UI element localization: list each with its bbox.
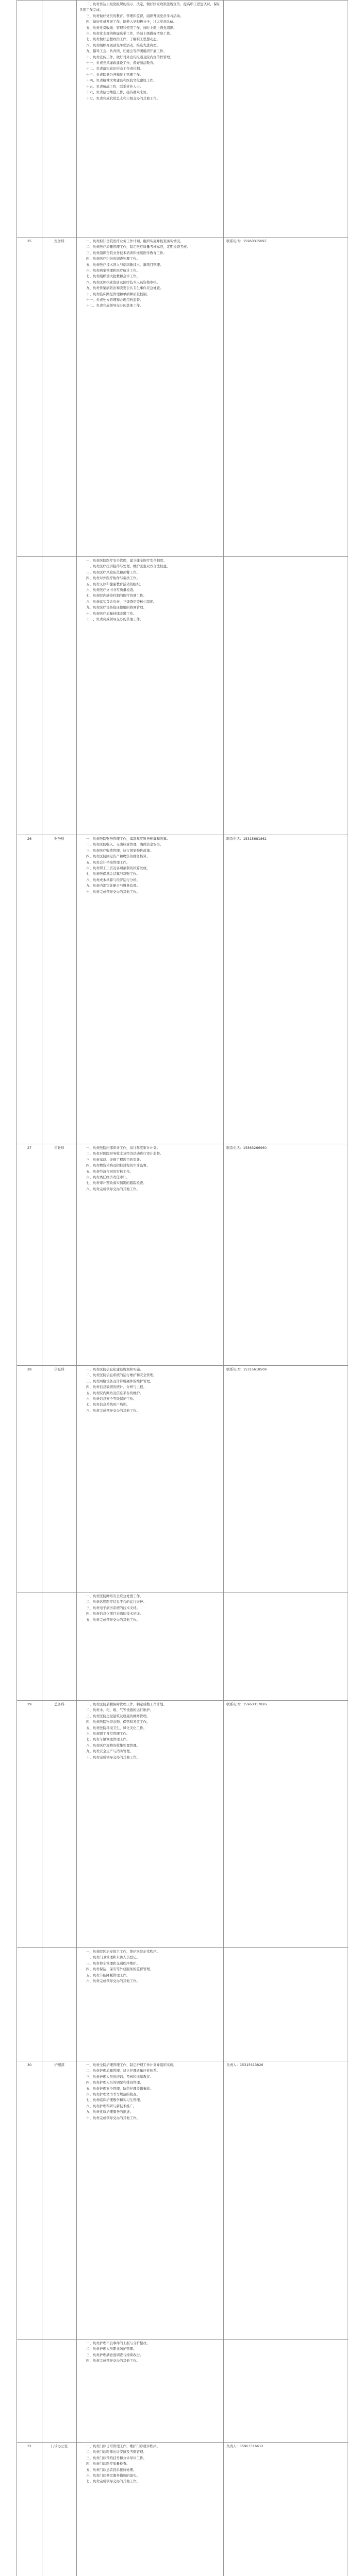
row-number [17,557,42,835]
duty-item: 一、负责医院内部审计工作，拟订年度审计计划。 [86,1146,160,1150]
contact-phone: 联系电话：15863266960 [224,1144,348,1366]
duty-item: 十、负责宣传工作，做好对外宣传报道及院内宣传栏管理。 [86,55,173,59]
duty-item: 一、负责拟订全院医疗业务工作计划，组织实施并检查落实情况。 [86,239,184,243]
table-row [17,835,348,1144]
duty-item: 八、负责组织开展创先争优活动，推选先进典型。 [86,43,160,47]
row-number [17,1948,42,2061]
contact-phone: 负责人：15315613826 [224,2061,348,2340]
row-number [17,1592,42,1701]
duty-item: 七、负责车辆调度管理工作。 [86,1737,130,1742]
duty-item: 五、负责护理安全管理，防范护理差错事故。 [86,2086,153,2091]
duty-item: 五、负责会计档案管理工作。 [86,860,130,865]
department-name: 信息科 [42,1366,77,1592]
duty-item: 九、负责优质护理服务的推进。 [86,2110,133,2114]
duty-item: 四、负责完成领导交办的其他工作。 [86,2359,140,2363]
duty-item: 五、负责医院环境卫生、绿化美化工作。 [86,1725,146,1730]
department-name [42,1948,77,2061]
duty-item: 一、负责医院财务管理工作，编制年度财务预算和决算。 [86,837,170,841]
duty-item: 七、负责信息系统用户培训。 [86,1402,130,1407]
duty-item: 四、负责对外医疗协作与帮扶工作。 [86,576,140,581]
duty-item: 六、负责职工食堂管理工作。 [86,1732,130,1736]
duty-item: 五、负责经济合同的审核工作。 [86,1169,133,1174]
duty-item: 九、负责内部审计配合与财务监督。 [86,884,140,888]
duty-item: 四、负责医院物资采购、保管和发放工作。 [86,1720,150,1724]
row-number: 29 [17,1701,42,1948]
contact-phone [224,1,348,238]
table-row [17,2340,348,2443]
contact-phone: 联系电话：15315681862 [224,835,348,1144]
duty-item: 六、负责离任经济责任审计。 [86,1175,130,1180]
table-row [17,1366,348,1592]
duty-item: 十、负责完成领导交办的其他工作。 [86,2115,140,2120]
responsibilities-cell [77,557,224,835]
row-number: 26 [17,835,42,1144]
duty-item: 四、做好党员发展工作，培养入党积极分子，壮大党员队伍。 [86,20,177,24]
row-number: 30 [17,2061,42,2340]
duty-item: 四、负责信息化项目采购的技术论证。 [86,1612,143,1616]
duty-item: 四、负责医院固定资产和物资的财务核算。 [86,854,150,859]
department-name: 总务科 [42,1701,77,1948]
responsibilities-cell [77,1366,224,1592]
duty-item: 八、负责完成领导交办的其他工作。 [86,1187,140,1191]
responsibilities-cell [77,835,224,1144]
row-number: 28 [17,1366,42,1592]
duty-item: 十、负责临床路径管理和单病种质量控制。 [86,292,150,296]
duty-item: 一、负责医院网络安全应急处置工作。 [86,1594,143,1598]
duty-item: 六、负责完成领导交办的其他工作。 [86,1979,140,1984]
department-name: 门诊办公室 [42,2443,77,2576]
duty-item: 三、负责医院房屋建筑及设施的维修管理。 [86,1714,150,1718]
duty-item: 二、负责医院信息系统的运行维护和安全管理。 [86,1373,157,1378]
duty-item: 十四、负责精神文明建设和医院文化建设工作。 [86,78,157,83]
department-name [42,1592,77,1701]
department-name [42,1,77,238]
duty-item: 十、负责医疗质量持续改进工作。 [86,611,137,616]
contact-phone [224,557,348,835]
duty-item: 七、负责临床护理教学和实习生管理。 [86,2098,143,2103]
duty-item: 三、负责停车管理和交通秩序维护。 [86,1961,140,1965]
duty-item: 四、负责物资采购及招标过程的审计监督。 [86,1163,150,1168]
duty-item: 九、负责传染病防治和突发公共卫生事件应急处置。 [86,286,163,291]
contact-phone: 联系电话：15315618509 [224,1366,348,1592]
department-name: 护理部 [42,2061,77,2340]
table-row [17,2443,348,2576]
duty-item: 八、负责护理科研与新技术推广。 [86,2104,137,2108]
duty-item: 十五、负责统战工作，联系党外人士。 [86,84,143,89]
row-number: 31 [17,2443,42,2576]
duty-item: 十、负责完成领导交办的其他工作。 [86,889,140,894]
row-number: 25 [17,238,42,557]
department-name: 审计科 [42,1144,77,1366]
duty-item: 三、负责电子病历系统的技术支持。 [86,1605,140,1610]
duty-item: 六、负责医疗文书书写质量检查。 [86,588,137,592]
duty-item: 一、负责医院后勤保障管理工作，制定后勤工作计划。 [86,1702,167,1706]
duty-item: 四、负责信息数据的统计、分析与上报。 [86,1385,146,1389]
contact-phone: 联系电话：15963317826 [224,1701,348,1948]
duty-item: 七、负责组织重大抢救和会诊工作。 [86,274,140,279]
duty-item: 六、负责党支部的换届选举工作，协助上级做好考察工作。 [86,31,173,36]
duty-item: 二、负责门诊医师出诊安排及考勤管理。 [86,2450,146,2454]
duty-item: 五、负责义诊和健康教育活动的组织。 [86,582,143,586]
table-row [17,1592,348,1701]
duty-item: 三、负责网络设备及计算机硬件的维护管理。 [86,1379,153,1383]
responsibilities-cell [77,2340,224,2443]
responsibilities-cell [77,238,224,557]
duty-item: 一、负责医院医疗安全管理，建立健全医疗安全制度。 [86,558,167,563]
duty-item: 八、负责落实首诊负责、三级查房等核心制度。 [86,599,157,604]
responsibilities-cell [77,1144,224,1366]
duty-item: 八、负责医疗废物的收集处置管理。 [86,1743,140,1748]
duty-item: 二、负责医疗质量管理工作，制定医疗质量考核标准，定期检查考核。 [86,245,190,249]
row-number [17,1,42,238]
table-row [17,1701,348,1948]
duty-item: 一、负责全院护理管理工作，制定护理工作计划并组织实施。 [86,2063,177,2067]
duty-item: 八、负责完成领导交办的其他工作。 [86,1408,140,1413]
duty-item: 十三、负责院务公开和民主管理工作。 [86,72,143,77]
duty-item: 三、负责做好党员的教育、管理和监督，组织开展党员学习活动。 [86,13,184,18]
duty-item: 二、负责门卫管理和来访人员登记。 [86,1955,140,1960]
duty-item: 二、负责水、电、暖、气等设施的运行维护。 [86,1708,153,1713]
duty-item: 二、负责远程医疗信息平台的运行维护。 [86,1600,146,1604]
duty-item: 三、负责组织全院业务技术培训和继续医学教育工作。 [86,250,167,255]
duty-item: 九、指导工会、共青团、妇委会等群团组织开展工作。 [86,49,167,54]
duty-item: 五、负责党费收缴、管理和使用工作，按时上缴上级党组织。 [86,25,177,30]
table-row [17,1144,348,1366]
duty-item: 四、负责保洁、保安等外包服务的监督管理。 [86,1967,153,1972]
contact-phone [224,1948,348,2061]
duty-item: 二、负责对医院财务收支及经济活动进行审计监督。 [86,1151,163,1156]
duty-item: 十二、负责完成领导交办的其他工作。 [86,303,143,308]
duty-item: 八、负责医师执业注册及医疗技术人员资格审核。 [86,280,160,284]
duty-item: 八、负责成本核算与经济运行分析。 [86,877,140,882]
duty-item: 七、负责做好思想政治工作，了解职工思想动态。 [86,37,160,42]
duty-item: 二、负责传达上级党组织的指示、决定，做好国家政策法规宣传，提高职工思想认识，保证各项工作完成。 [79,2,220,12]
table-row [17,1,348,238]
duty-item: 九、负责安全生产与消防管理。 [86,1749,133,1754]
responsibilities-cell [77,1592,224,1701]
contact-phone: 联系电话：15963315097 [224,238,348,557]
duty-table [17,0,348,2576]
department-name [42,557,77,835]
duty-item: 十、负责完成领导交办的其他工作。 [86,1755,140,1759]
duty-item: 五、负责门诊患者投诉接待处理。 [86,2467,137,2472]
duty-item: 二、负责医疗投诉接待与处理，维护医患双方合法权益。 [86,564,170,569]
table-row [17,557,348,835]
row-number: 27 [17,1144,42,1366]
duty-item: 五、负责节能降耗管理工作。 [86,1973,130,1977]
responsibilities-cell [77,2443,224,2576]
duty-item: 六、负责职工工资及各项福利的核算发放。 [86,866,150,871]
table-row [17,2061,348,2340]
table-row [17,1948,348,2061]
duty-item: 五、负责完成领导交办的其他工作。 [86,1617,140,1622]
duty-item: 十二、负责落实意识形态工作责任制。 [86,66,143,71]
duty-item: 三、负责基建、维修工程项目的审计。 [86,1157,143,1162]
duty-item: 六、负责病案管理和医疗统计工作。 [86,268,140,273]
duty-item: 三、负责医疗收费管理，执行国家物价政策。 [86,848,153,853]
responsibilities-cell [77,1948,224,2061]
duty-item: 九、负责医疗设备临床使用的协调管理。 [86,605,146,610]
duty-item: 五、负责院内网站及信息平台的维护。 [86,1391,143,1395]
duty-item: 六、负责门诊便民服务措施的落实。 [86,2473,140,2478]
duty-item: 十一、负责完成领导交办的其他工作。 [86,617,143,622]
duty-item: 二、负责护理质量管理，建立护理质量评价体系。 [86,2069,160,2073]
row-number [17,2340,42,2443]
contact-phone: 负责人：15963316612 [224,2443,348,2576]
duty-item: 一、负责医院信息化建设规划和实施。 [86,1367,143,1371]
duty-item: 三、负责医疗风险防范和预警工作。 [86,570,140,574]
contact-phone [224,2340,348,2443]
duty-item: 一、负责门诊日常管理工作，维护门诊就诊秩序。 [86,2444,160,2448]
table-row [17,238,348,557]
department-name [42,2340,77,2443]
duty-item: 七、负责完成领导交办的其他工作。 [86,2479,140,2484]
duty-item: 六、负责信息安全等级保护工作。 [86,1397,137,1401]
contact-phone [224,1592,348,1701]
duty-item: 七、负责院内感染控制的医疗协调工作。 [86,594,146,598]
responsibilities-cell [77,1701,224,1948]
duty-item: 二、负责医院收入、支出核算管理，确保资金安全。 [86,842,163,847]
duty-item: 六、负责护理文书书写规范的检查。 [86,2092,140,2097]
duty-item: 四、负责门诊医疗质量检查。 [86,2462,130,2466]
duty-item: 二、负责护理人员职业防护管理。 [86,2347,137,2351]
duty-item: 十七、负责完成院党总支和上级交办的其他工作。 [86,96,160,100]
duty-item: 三、负责门诊预约挂号和分诊导诊工作。 [86,2455,146,2460]
department-name: 医务科 [42,238,77,557]
duty-item: 十六、负责信访维稳工作，接待群众来访。 [86,90,150,95]
duty-item: 一、负责护理不良事件的上报与分析整改。 [86,2341,150,2345]
duty-item: 三、负责护理人员的培训、考核和继续教育。 [86,2074,153,2079]
duty-item: 七、负责医保基金结算与对账工作。 [86,872,140,876]
duty-item: 四、负责医疗纠纷的调查处理工作。 [86,257,140,261]
duty-item: 五、负责医疗技术准入与临床新技术、新项目管理。 [86,262,163,267]
duty-item: 一、负责院区治安保卫工作，维护医院正常秩序。 [86,1950,160,1954]
duty-item: 十一、负责处方管理和合理用药监督。 [86,298,143,302]
duty-item: 三、负责护理满意度调查与持续改进。 [86,2352,143,2357]
department-name: 财务科 [42,835,77,1144]
responsibilities-cell [77,2061,224,2340]
duty-item: 十一、负责党风廉政建设工作，抓好廉洁教育。 [86,61,157,65]
duty-item: 七、负责审计整改落实情况的跟踪检查。 [86,1181,146,1185]
duty-item: 四、负责护理人员的调配和排班管理。 [86,2080,143,2085]
responsibilities-cell [77,1,224,238]
